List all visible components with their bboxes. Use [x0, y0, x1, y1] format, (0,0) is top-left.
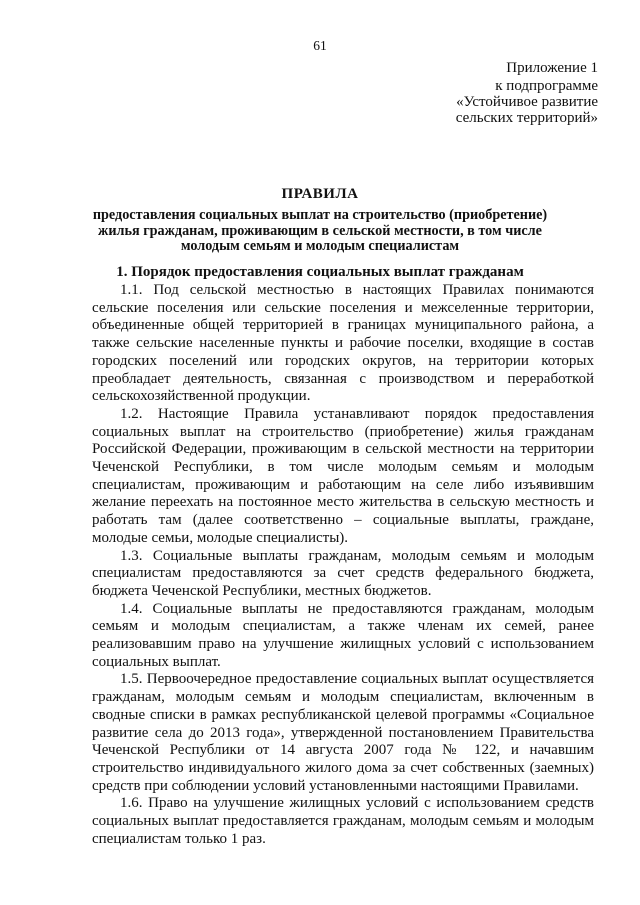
- document-title: ПРАВИЛА: [281, 186, 359, 202]
- paragraph-1-2: 1.2. Настоящие Правила устанавливают порядок предоставления социальных выплат на строительство (приобретение) жилья гражданам Российской Федерации, проживающим в сельской местности на территории Чеченской Республики, в том числе молодым семьям и молодым специалистам, проживающим и работающим на селе либо изъявившим желание переехать на постоянное место жительства в сельскую местность и работать там (далее соответственно – социальные выплаты, граждане, молодые семьи, молодые специалисты).: [92, 405, 594, 546]
- subtitle-line-1: предоставления социальных выплат на строительство (приобретение): [92, 207, 548, 223]
- appendix-line-2: к подпрограмме: [495, 78, 598, 94]
- appendix-line-4: сельских территорий»: [455, 110, 598, 126]
- page-number: 61: [313, 38, 327, 53]
- paragraph-1-1: 1.1. Под сельской местностью в настоящих Правилах понимаются сельские поселения или сельские поселения и межселенные территории, объединенные общей территорией в границах муниципального района, а также сельские населенные пункты и рабочие поселки, входящие в состав городских поселений или городских округов, на территории которых преобладает деятельность, связанная с производством и переработкой сельскохозяйственной продукции.: [92, 282, 594, 405]
- subtitle-line-2: жилья гражданам, проживающим в сельской местности, в том числе: [98, 222, 542, 239]
- appendix-line-3: «Устойчивое развитие: [456, 94, 598, 110]
- body-text: [92, 282, 594, 849]
- appendix-note: [456, 60, 598, 126]
- section-heading: 1. Порядок предоставления социальных выплат гражданам: [116, 264, 524, 280]
- paragraph-1-6: 1.6. Право на улучшение жилищных условий с использованием средств социальных выплат предоставляется гражданам, молодым семьям и молодым специалистам только 1 раз.: [92, 795, 594, 847]
- paragraph-1-5: 1.5. Первоочередное предоставление социальных выплат осуществляется гражданам, молодым семьям и молодым специалистам, включенным в сводные списки в рамках республиканской целевой программы «Социальное развитие села до 2013 года», утвержденной постановлением Правительства Чеченской Республики от 14 августа 2007 года № 122, и начавшим строительство индивидуального жилого дома за счет собственных (заемных) средств при соблюдении условий установленными настоящими Правилами.: [92, 671, 594, 794]
- document-subtitle: [0, 208, 640, 255]
- paragraph-1-4: 1.4. Социальные выплаты не предоставляются гражданам, молодым семьям и молодым специалистам, а также членам их семей, ранее реализовавшим право на улучшение жилищных условий с использованием социальных выплат.: [92, 600, 594, 670]
- appendix-line-1: Приложение 1: [506, 60, 598, 76]
- paragraph-1-3: 1.3. Социальные выплаты гражданам, молодым семьям и молодым специалистам предоставляются за счет средств федерального бюджета, бюджета Чеченской Республики, местных бюджетов.: [92, 547, 594, 599]
- subtitle-line-3: молодым семьям и молодым специалистам: [180, 238, 460, 254]
